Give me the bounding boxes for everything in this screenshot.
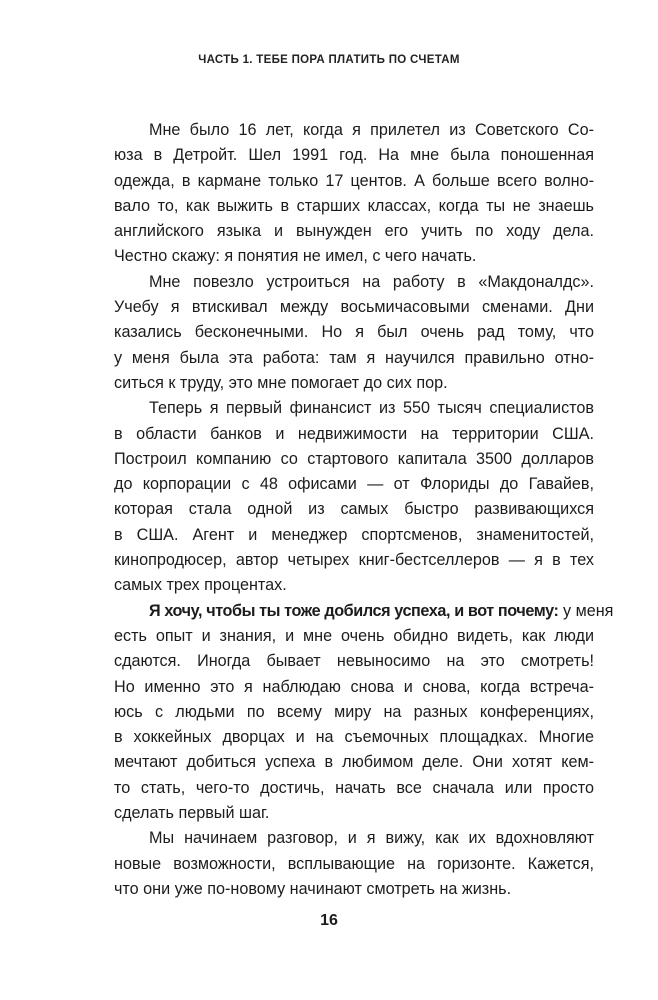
text-line: в США. Агент и менеджер спортсменов, знаменитостей, bbox=[114, 525, 594, 544]
paragraph-1 bbox=[114, 118, 594, 270]
text-line: казались бесконечными. Но я был очень рад тому, что bbox=[114, 323, 594, 342]
text-line: Учебу я втискивал между восьмичасовыми сменами. Дни bbox=[114, 298, 594, 317]
text-line: Мне повезло устроиться на работу в «Макдоналдс». bbox=[149, 272, 594, 291]
text-line: которая стала одной из самых быстро развивающихся bbox=[114, 500, 594, 519]
text-line: юза в Детройт. Шел 1991 год. На мне была поношенная bbox=[114, 146, 594, 165]
text-line-with-lead bbox=[114, 599, 614, 624]
text-line: вало то, как выжить в старших классах, когда ты не знаешь bbox=[114, 196, 594, 215]
text-line: у меня была эта работа: там я научился правильно отно- bbox=[114, 348, 594, 367]
text-line: сдаются. Иногда бывает невыносимо на это смотреть! bbox=[114, 652, 594, 671]
text-line: Теперь я первый финансист из 550 тысяч специалистов bbox=[149, 399, 594, 418]
text-line: то стать, чего-то достичь, начать все сначала или просто bbox=[114, 778, 594, 797]
text-line: одежда, в кармане только 17 центов. А больше всего волно- bbox=[114, 171, 594, 190]
text-line: кинопродюсер, автор четырех книг-бестселлеров — я в тех bbox=[114, 551, 594, 570]
running-header: ЧАСТЬ 1. ТЕБЕ ПОРА ПЛАТИТЬ ПО СЧЕТАМ bbox=[198, 54, 460, 66]
text-line: Мы начинаем разговор, и я вижу, как их вдохновляют bbox=[149, 829, 594, 848]
bold-lead-phrase: Я хочу, чтобы ты тоже добился успеха, и вот почему: bbox=[149, 601, 559, 620]
text-line: есть опыт и знания, и мне очень обидно видеть, как люди bbox=[114, 626, 594, 645]
text-line: в хоккейных дворцах и на съемочных площадках. Многие bbox=[114, 728, 594, 747]
text-line: в области банков и недвижимости на территории США. bbox=[114, 424, 594, 443]
paragraph-5 bbox=[114, 826, 594, 902]
text-line: мечтают добиться успеха в любимом деле. Они хотят кем- bbox=[114, 753, 594, 772]
text-line: Построил компанию со стартового капитала 3500 долларов bbox=[114, 449, 594, 468]
paragraph-3 bbox=[114, 396, 594, 598]
text-line: английского языка и вынужден его учить по ходу дела. bbox=[114, 222, 594, 241]
text-line: ситься к труду, это мне помогает до сих пор. bbox=[114, 373, 448, 392]
text-line: новые возможности, всплывающие на горизонте. Кажется, bbox=[114, 854, 594, 873]
text-line: самых трех процентах. bbox=[114, 576, 287, 595]
text-line: Но именно это я наблюдаю снова и снова, когда встреча- bbox=[114, 677, 594, 696]
text-line: юсь с людьми по всему миру на разных конференциях, bbox=[114, 702, 594, 721]
text-line: что они уже по-новому начинают смотреть на жизнь. bbox=[114, 879, 512, 898]
text-line: сделать первый шаг. bbox=[114, 804, 270, 823]
body-text bbox=[114, 118, 614, 902]
page-number: 16 bbox=[320, 912, 338, 929]
text-line: Честно скажу: я понятия не имел, с чего начать. bbox=[114, 247, 477, 266]
text-line: Мне было 16 лет, когда я прилетел из Советского Со- bbox=[149, 121, 594, 139]
lead-line-rest: у меня bbox=[563, 601, 614, 620]
paragraph-4 bbox=[114, 599, 614, 827]
paragraph-2 bbox=[114, 270, 594, 396]
text-line: до корпорации с 48 офисами — от Флориды до Гавайев, bbox=[114, 475, 594, 494]
